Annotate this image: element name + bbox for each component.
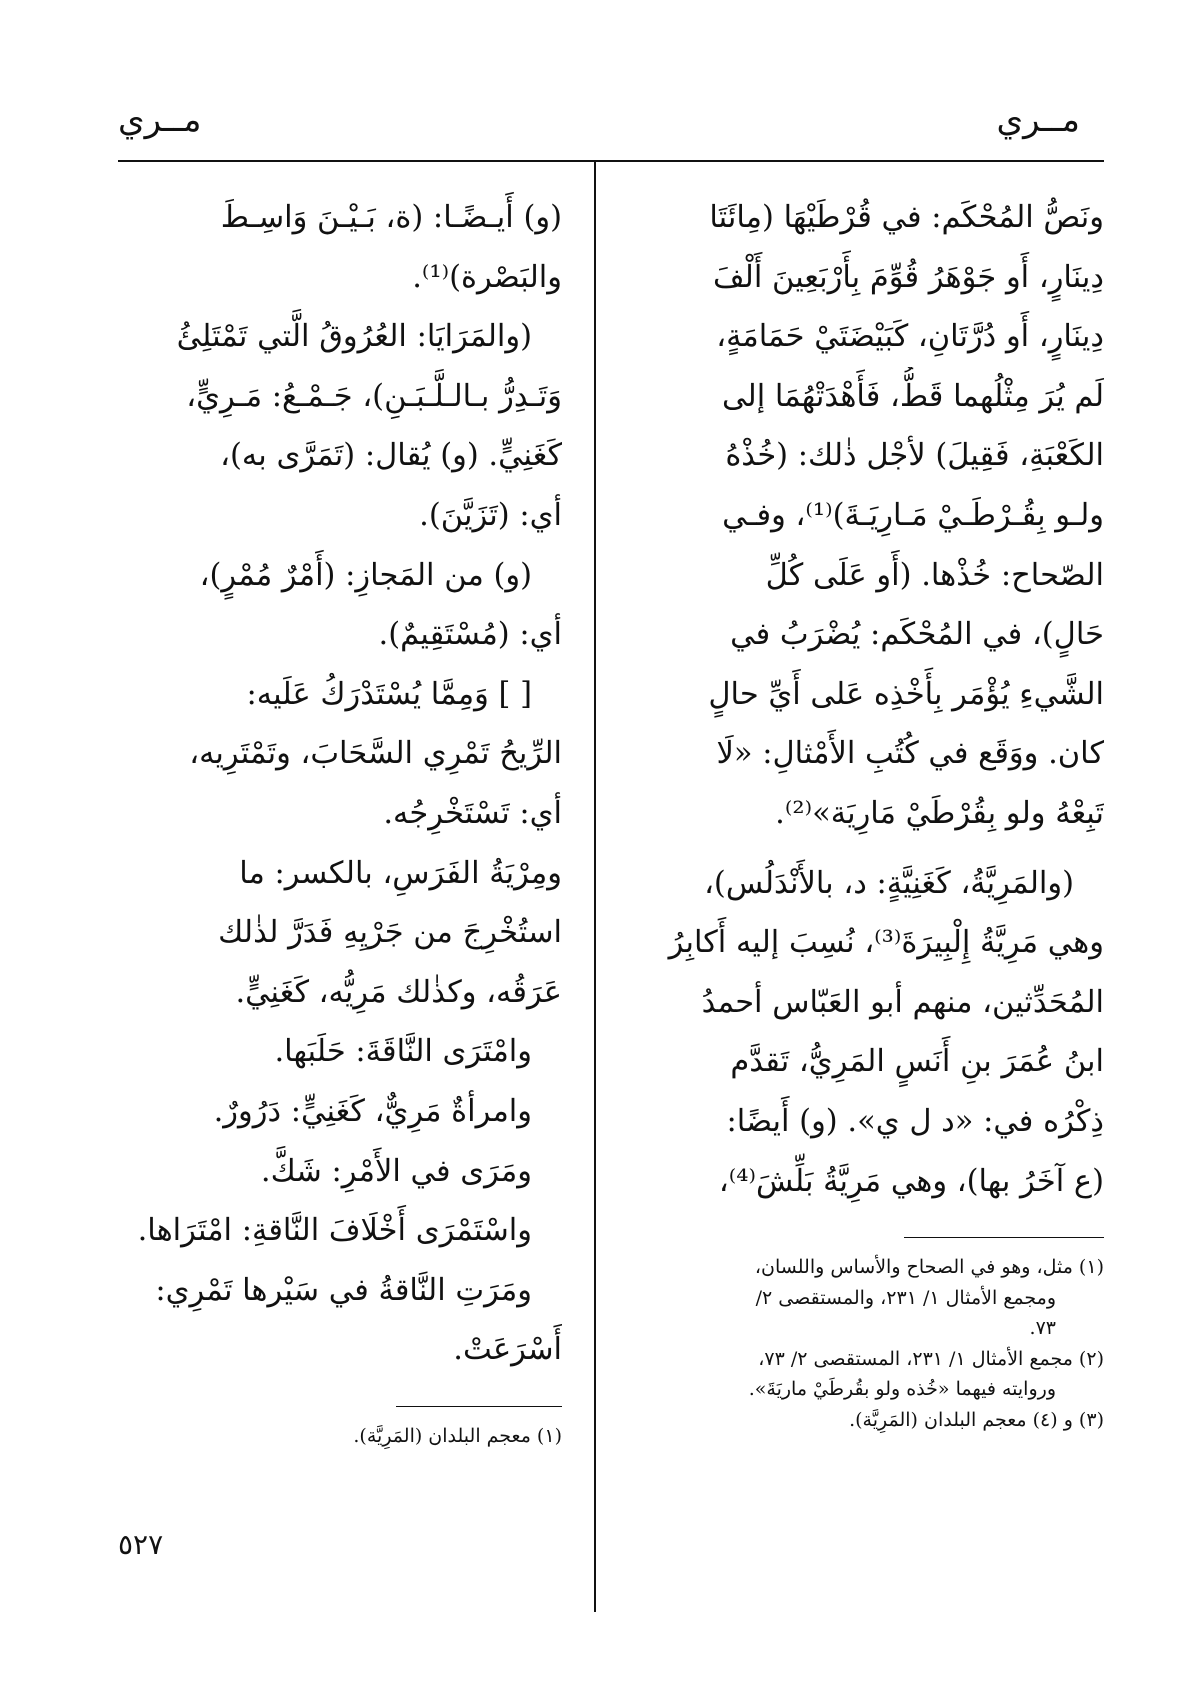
footnote-line: وروايته فيهما «خُذه ولو بقُرطَيْ ماريَةَ». bbox=[748, 1378, 1056, 1401]
text-line: حَالٍ)، في المُحْكَم: يُضْرَبُ في bbox=[730, 617, 1104, 653]
text-line: ولـو بِقُـرْطَـيْ مَـارِيَـةَ)⁽¹⁾، وفـي bbox=[722, 497, 1104, 533]
text-line: (والمَرَايَا: العُرُوقُ الَّتي تَمْتَلِئُ bbox=[176, 319, 532, 355]
text-line: (و) أَيـضًـا: (ة، بَـيْـنَ وَاسِـطَ bbox=[220, 200, 562, 235]
text-line: وامْتَرَى النَّاقَةَ: حَلَبَها. bbox=[274, 1034, 532, 1070]
text-line: أي: (مُسْتَقِيمٌ). bbox=[378, 617, 562, 653]
text-line: المُحَدِّثين، منهم أبو العَبّاس أحمدُ bbox=[701, 984, 1104, 1020]
text-line: الشَّيءِ يُؤْمَر بِأَخْذِه عَلى أَيِّ حالٍ bbox=[708, 676, 1104, 712]
footnote-line: ٧٣. bbox=[1029, 1317, 1056, 1340]
footnote-line: (٣) و (٤) معجم البلدان (المَرِيَّة). bbox=[849, 1408, 1104, 1431]
left-column bbox=[118, 188, 562, 1451]
footnote-line: (١) معجم البلدان (المَرِيَّة). bbox=[353, 1424, 562, 1447]
text-line: دِينَارٍ، أَو دُرَّتَانِ، كَبَيْضَتَيْ حَمَامَةٍ، bbox=[716, 319, 1104, 355]
text-line: استُخْرِجَ من جَرْيِهِ فَدَرَّ لذٰلك bbox=[218, 915, 562, 951]
text-line: دِينَارٍ، أَو جَوْهَرُ قُوِّمَ بِأَرْبَعِينَ أَلْفَ bbox=[712, 259, 1104, 295]
text-line: وامرأةٌ مَرِيٌّ، كَغَنِيٍّ: دَرُورٌ. bbox=[213, 1093, 532, 1129]
footnote-line: (٢) مجمع الأمثال ١/ ٢٣١، المستقصى ٢/ ٧٣، bbox=[758, 1347, 1104, 1370]
text-line: عَرَقُه، وكذٰلك مَرِيُّه، كَغَنِيٍّ. bbox=[235, 974, 562, 1010]
text-line: (والمَرِيَّةُ، كَغَنِيَّةٍ: د، بالأَنْدَلُس)، bbox=[704, 865, 1074, 901]
text-line: ومَرَتِ النَّاقةُ في سَيْرها تَمْرِي: bbox=[155, 1272, 532, 1308]
text-line: (و) من المَجازِ: (أَمْرٌ مُمْرٍ)، bbox=[199, 557, 532, 593]
right-column bbox=[638, 188, 1104, 1435]
text-line: ونَصُّ المُحْكَم: في قُرْطَيْهَا (مِائَتَا bbox=[709, 200, 1104, 235]
text-line: واسْتَمْرَى أَخْلَافَ النَّاقةِ: امْتَرَاها. bbox=[137, 1213, 532, 1249]
text-line: وهي مَرِيَّةُ إِلْبِيرَةَ⁽³⁾، نُسِبَ إليه أَكابِرُ bbox=[668, 925, 1104, 961]
page-number: ٥٢٧ bbox=[118, 1528, 164, 1561]
text-line: الرِّيحُ تَمْرِي السَّحَابَ، وتَمْتَرِيه، bbox=[189, 736, 562, 772]
text-line: وَتَـدِرُّ بـالـلَّـبَـنِ)، جَـمْـعُ: مَـرِيٍّ، bbox=[186, 378, 562, 414]
running-headword-left: مــري bbox=[118, 100, 202, 140]
footnote-rule bbox=[396, 1406, 562, 1407]
text-line: (ع آخَرُ بها)، وهي مَرِيَّةُ بَلِّشَ⁽⁴⁾، bbox=[718, 1163, 1104, 1199]
text-line: لَم يُرَ مِثْلُهما قَطُّ، فَأَهْدَتْهُمَا إلى bbox=[721, 378, 1104, 414]
text-line: كان. ووَقَع في كُتُبِ الأَمْثالِ: «لَا bbox=[716, 736, 1104, 772]
text-line: كَغَنِيٍّ. (و) يُقال: (تَمَرَّى به)، bbox=[220, 438, 562, 474]
text-line: أي: تَسْتَخْرِجُه. bbox=[383, 795, 562, 831]
footnote-line: ومجمع الأمثال ١/ ٢٣١، والمستقصى ٢/ bbox=[755, 1286, 1056, 1309]
text-line: [ ] وَمِمَّا يُسْتَدْرَكُ عَلَيه: bbox=[246, 676, 532, 712]
text-line: والبَصْرة)⁽¹⁾. bbox=[412, 259, 562, 295]
header-rule bbox=[118, 160, 1104, 162]
text-line: ذِكْرُه في: «د ل ي». (و) أَيضًا: bbox=[726, 1103, 1104, 1139]
text-line: ومَرَى في الأَمْرِ: شَكَّ. bbox=[260, 1153, 532, 1189]
footnote-line: (١) مثل، وهو في الصحاح والأساس واللسان، bbox=[754, 1256, 1104, 1279]
text-line: أَسْرَعَتْ. bbox=[453, 1332, 562, 1368]
footnote-rule bbox=[904, 1237, 1104, 1238]
text-line: أي: (تَزَيَّنَ). bbox=[419, 497, 562, 533]
running-headword-right: مــري bbox=[996, 100, 1080, 140]
text-line: الصّحاح: خُذْها. (أَو عَلَى كُلِّ bbox=[765, 557, 1104, 593]
column-divider bbox=[594, 160, 596, 1612]
text-line: تَبِعْهُ ولو بِقُرْطَيْ مَارِيَة»⁽²⁾. bbox=[775, 795, 1104, 831]
text-line: الكَعْبَةِ، فَقِيلَ) لأجْل ذٰلك: (خُذْهُ bbox=[725, 438, 1104, 474]
text-line: ابنُ عُمَرَ بنِ أَنَسٍ المَرِيُّ، تَقدَّم bbox=[730, 1044, 1104, 1080]
text-line: ومِرْيَةُ الفَرَسِ، بالكسر: ما bbox=[239, 855, 562, 891]
